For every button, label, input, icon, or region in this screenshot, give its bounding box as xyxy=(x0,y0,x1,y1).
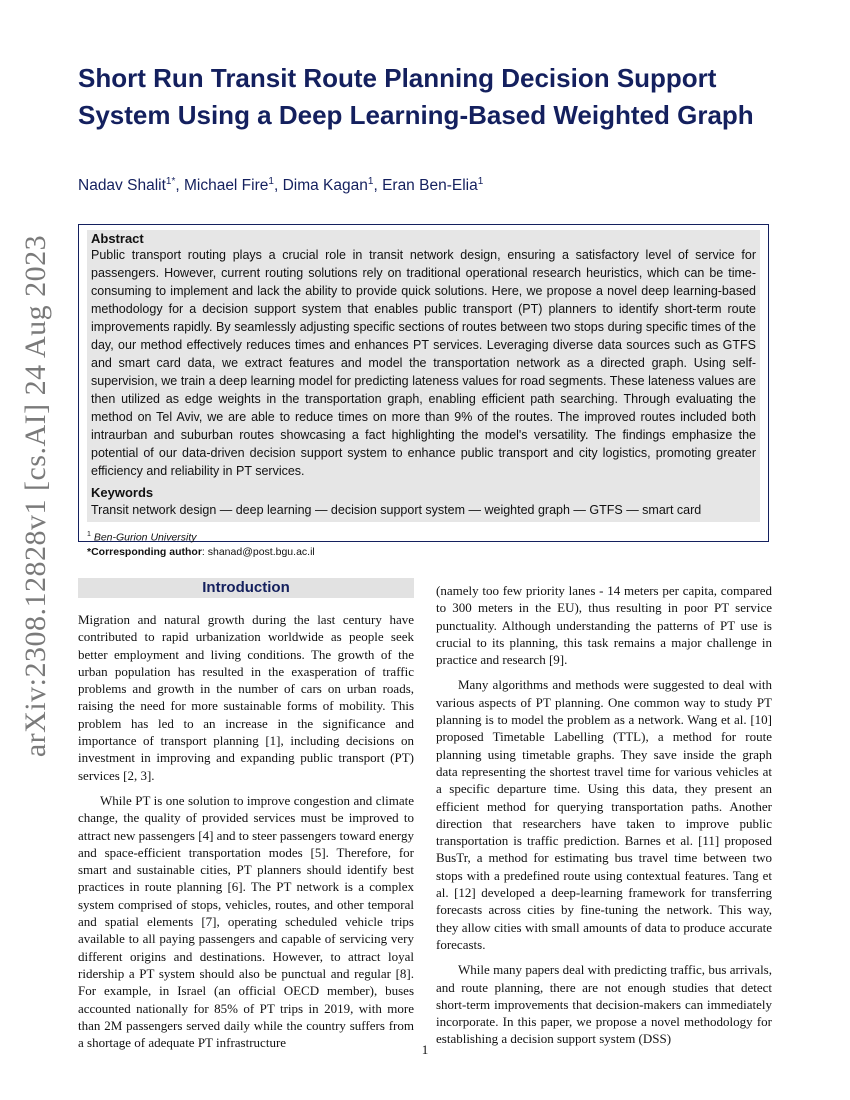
abstract-heading: Abstract xyxy=(91,231,144,246)
left-column xyxy=(78,578,414,1059)
corresponding-author-line xyxy=(87,545,760,559)
abstract-panel xyxy=(87,230,760,522)
affiliation-name: Ben-Gurion University xyxy=(93,531,197,544)
body-paragraph: While many papers deal with predicting traffic, bus arrivals, and route planning, there are not enough studies that detect short-term improvements that decision-makers can immediately incorporate. In this paper, we propose a novel methodology for establishing a decision support system (DSS) xyxy=(436,962,772,1047)
author-name: Eran Ben-Elia xyxy=(382,177,478,195)
keywords-heading: Keywords xyxy=(91,485,154,500)
author-affiliation-mark: 1* xyxy=(165,176,176,187)
body-paragraph: While PT is one solution to improve congestion and climate change, the quality of provided services must be improved to attract new passengers [4] and to steer passengers toward energy and space-efficient transportation modes [5]. Therefore, for smart and sustainable cities, PT planners should identify best practices in route planning [6]. The PT network is a complex system comprised of stops, vehicles, routes, and other temporal and spatial elements [7], operating scheduled vehicle trips available to all paying passengers and capable of servicing very different origins and destinations. However, to attract loyal ridership a PT system should also be punctual and regular [8]. For example, in Israel (an official OECD member), buses accounted nationally for 85% of PT trips in 2019, with more than 2M passengers served daily while the country suffers from a shortage of adequate PT infrastructure xyxy=(78,792,414,1051)
paper-title: Short Run Transit Route Planning Decision Support System Using a Deep Learning-Based Weighted Graph xyxy=(78,63,754,130)
author-affiliation-mark: 1 xyxy=(268,176,274,187)
corresponding-label: *Corresponding author xyxy=(87,545,202,558)
affiliation-line xyxy=(87,528,760,545)
body-paragraph: (namely too few priority lanes - 14 meters per capita, compared to 300 meters in the EU), thus resulting in poor PT service punctuality. Although understanding the patterns of PT use is crucial to its planning, this task remains a major challenge in practice and research [9]. xyxy=(436,583,772,668)
keywords-text: Transit network design — deep learning — decision support system — weighted graph — GTFS — smart card xyxy=(91,503,702,517)
author-name: Michael Fire xyxy=(183,177,269,195)
author-name: Nadav Shalit xyxy=(78,177,166,195)
author-name: Dima Kagan xyxy=(282,177,368,195)
body-paragraph: Migration and natural growth during the last century have contributed to rapid urbanization worldwide as people seek better employment and living conditions. The growth of the urban population has resulted in the exasperation of traffic problems and growth in the number of cars on urban roads, raising the need for more sustainable forms of mobility. This problem has led to an increase in the significance and importance of transport planning [1], including decisions on investment in improving and expanding public transport (PT) services [2, 3]. xyxy=(78,612,414,783)
affiliation-mark: 1 xyxy=(87,531,91,538)
corresponding-email: : shanad@post.bgu.ac.il xyxy=(201,545,315,558)
right-column xyxy=(436,582,772,1056)
arxiv-margin-stamp xyxy=(6,234,66,758)
introduction-heading: Introduction xyxy=(78,578,414,598)
abstract-box xyxy=(78,224,769,558)
author-list: Nadav Shalit$^{1*}$, Michael Fire$^1$, Dima Kagan$^1$, Eran Ben-Elia$^1$ xyxy=(78,176,484,195)
affiliation-block xyxy=(87,528,760,559)
body-paragraph: Many algorithms and methods were suggested to deal with various aspects of PT planning. One common way to study PT planning is to model the problem as a network. Wang et al. [10] proposed Timetable Labelling (TTL), a method for route planning using timetable graphs. They save inside the graph data representing the shortest travel time for various vehicles at a specific departure time. Using this data, they present an efficient method for querying transportation paths. Another direction that researchers have taken to improve public transportation is traffic prediction. Barnes et al. [11] proposed BusTr, a method for estimating bus travel time between two stops with a predefined route using contextual features. Tang et al. [12] developed a deep-learning framework for transferring forecasts across cities by fine-tuning the network. This way, they allow cities with small amounts of data to produce accurate forecasts. xyxy=(436,677,772,952)
arxiv-identifier: arXiv:2308.12828v1 [cs.AI] 24 Aug 2023 xyxy=(19,234,52,758)
author-affiliation-mark: 1 xyxy=(367,176,374,187)
abstract-text: Public transport routing plays a crucial role in transit network design, ensuring a satisfactory level of service for passengers. However, current routing solutions rely on traditional operational research heuristics, which can be time-consuming to implement and lack the ability to provide quick solutions. Here, we propose a novel deep learning-based methodology for a decision support system that enables public transport (PT) planners to identify short-term route improvements rapidly. By seamlessly adjusting specific sections of routes between two stops during specific times of the day, our method effectively reduces times and enhances PT services. Leveraging diverse data sources such as GTFS and smart card data, we extract features and model the transportation network as a directed graph. Using self-supervision, we train a deep learning model for predicting lateness values for road segments. These lateness values are then utilized as edge weights in the transportation graph, enabling efficient path searching. Through evaluating the method on Tel Aviv, we are able to reduce times on more than 9% of the routes. The improved routes included both intraurban and suburban routes showcasing a fact highlighting the model's versatility. The findings emphasize the potential of our data-driven decision support system to enhance public transport and city logistics, promoting greater efficiency and reliability in PT services. xyxy=(91,248,756,478)
page-number: 1 xyxy=(421,1042,429,1057)
author-affiliation-mark: 1 xyxy=(477,176,484,187)
